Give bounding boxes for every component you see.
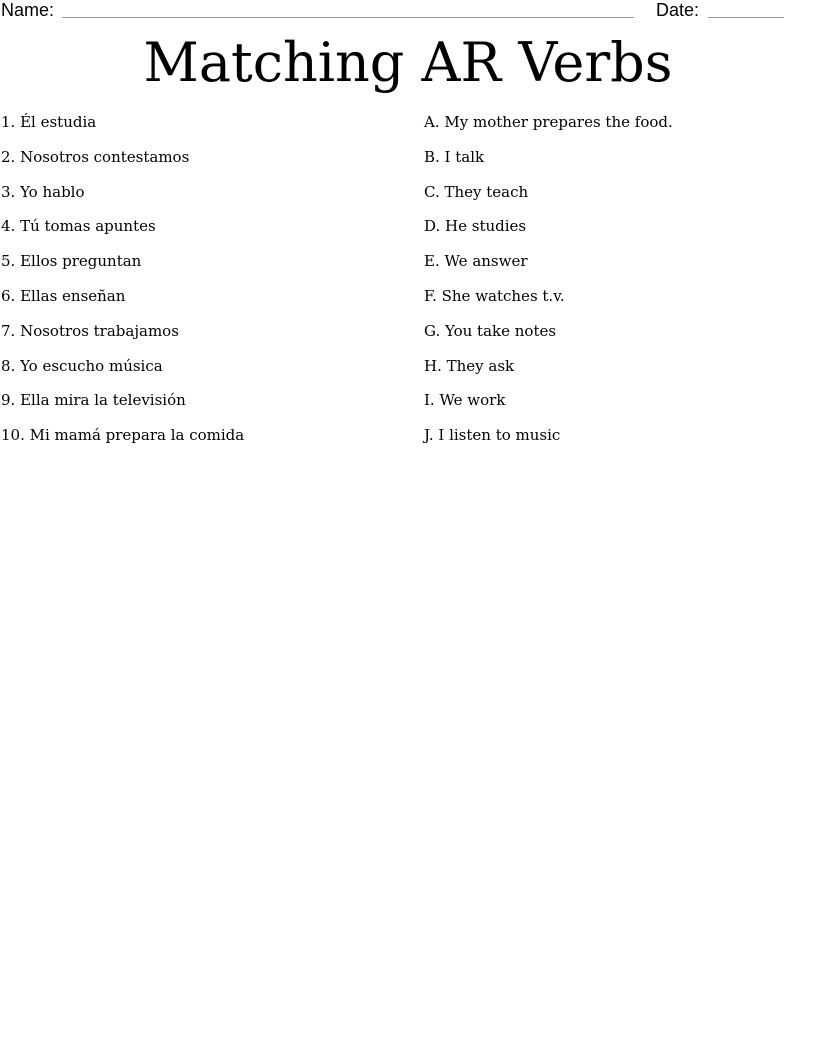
english-item: A. My mother prepares the food.	[424, 113, 673, 131]
worksheet-title: Matching AR Verbs	[143, 31, 673, 94]
name-label: Name:	[1, 0, 55, 20]
english-item: G. You take notes	[424, 321, 557, 340]
english-item: H. They ask	[424, 356, 515, 375]
spanish-item: 5. Ellos preguntan	[1, 252, 142, 271]
spanish-item: 10. Mi mamá prepara la comida	[1, 426, 245, 445]
spanish-item: 7. Nosotros trabajamos	[1, 321, 179, 340]
english-item: C. They teach	[424, 182, 529, 201]
spanish-column	[1, 109, 401, 457]
name-blank-line	[62, 17, 634, 18]
spanish-item: 6. Ellas enseñan	[1, 286, 126, 305]
spanish-item: 1. Él estudia	[1, 113, 97, 131]
english-item: F. She watches t.v.	[424, 286, 565, 305]
english-item: I. We work	[424, 391, 506, 410]
spanish-item: 4. Tú tomas apuntes	[1, 217, 156, 236]
spanish-item: 3. Yo hablo	[1, 182, 85, 201]
english-column	[424, 109, 804, 457]
worksheet-header	[0, 0, 816, 22]
english-item: E. We answer	[424, 252, 528, 271]
english-item: J. I listen to music	[424, 426, 561, 445]
english-item: B. I talk	[424, 147, 485, 166]
date-label: Date:	[656, 0, 700, 20]
spanish-item: 8. Yo escucho música	[1, 356, 163, 375]
spanish-item: 9. Ella mira la televisión	[1, 391, 186, 410]
english-item: D. He studies	[424, 217, 527, 236]
spanish-item: 2. Nosotros contestamos	[1, 147, 190, 166]
date-blank-line	[708, 17, 784, 18]
